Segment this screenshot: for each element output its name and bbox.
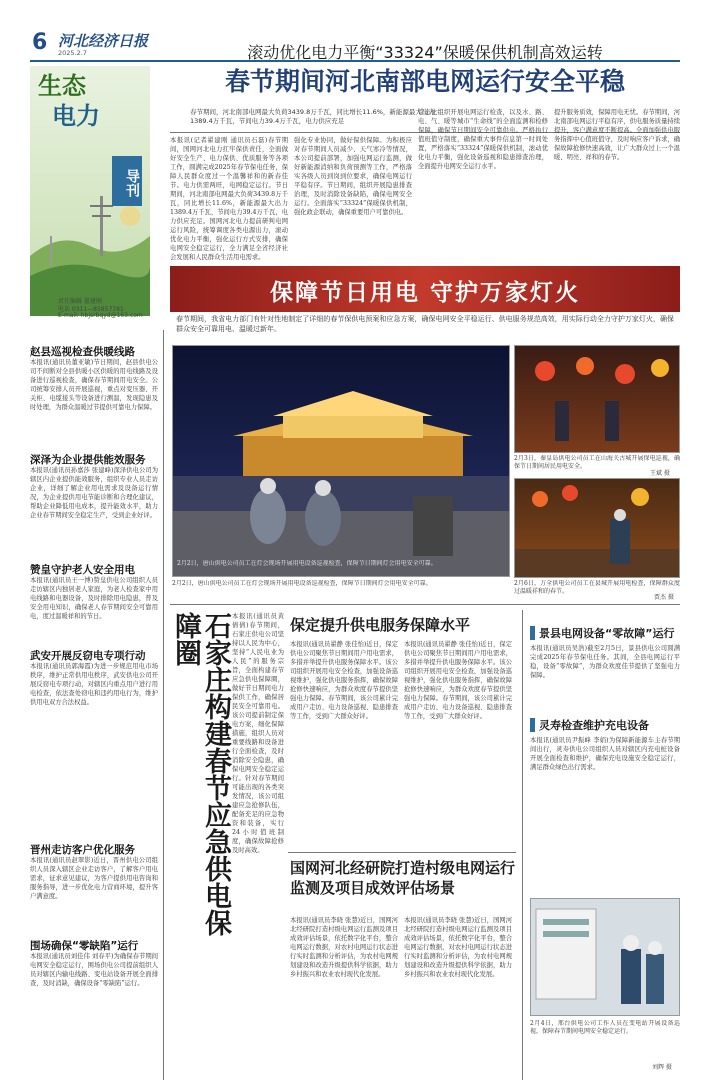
page-number: 6	[32, 30, 48, 55]
editor-line: 责任编辑 翟建刚	[58, 298, 102, 305]
banner-intro: 春节期间，我省电力部门有针对性地制定了详细的春节保供电预案和应急方案，确保电网安全平稳运行、供电服务规范高效，用实际行动全力守护万家灯火，确保群众安全可靠用电、温暖过新年。	[176, 315, 674, 333]
left-brief-6-body: 本报讯(通讯员刘佳伟 刘春平)为确保春节期间电网安全稳定运行，围场供电公司提前组织人员对辖区内输电线路、变电站设备开展全面排查，及时消缺，确保设备“零缺陷”运行。	[30, 953, 158, 987]
phone-line: 电话 0311—85857781	[58, 306, 124, 313]
jingxian-headline: 景县电网设备“零故障”运行	[539, 627, 675, 640]
left-brief-5-body: 本报讯(通讯员赵翠影)近日，晋州供电公司组织人员深入辖区企业走访客户，了解客户用电需求，征求意见建议，为客户提供用电咨询和服务指导，进一步优化电力营商环境，提升客户满意度。	[30, 857, 158, 900]
lead-body-col3: 常态化组织开展电网运行检查，以及水、路、电、气、暖等城市“生命线”的全面监测和检修保障，确保节日期间安全可靠供电。严格执行值班值守制度，确保重大事件信息第一时间处置，严格落实“33324”保暖保供机制，滚动优化电力平衡，强化设备巡视和隐患排查治理，全面提升电网安全运行水平。	[418, 109, 548, 170]
street-lantern-photo	[514, 478, 680, 578]
lead-body-col4: 提升服务质效，保障用电无忧。春节期间，河北南部电网运行平稳有序，供电服务质量持续提升，客户满意度不断提高。全面加强供电服务指挥中心值班值守，及时响应客户诉求，确保故障抢修快速高效，让广大群众过上一个温暖、明亮、祥和的春节。	[554, 109, 680, 161]
left-brief-5-head: 晋州走访客户优化服务	[30, 844, 135, 856]
jingyan-body-col2: 本报讯(通讯员李晓 张慧)近日，国网河北经研院打造村级电网运行监测及项目成效评估场景，依托数字化平台，整合电网运行数据，对农村电网运行状态进行实时监测和分析评估，为农村电网规划建设和改造升级提供科学依据，助力乡村振兴和农业农村现代化发展。	[404, 917, 512, 978]
night-temple-caption: 2月2日，唐山供电公司员工在灯会现场开展用电设备巡视检查，保障节日期间灯会用电安全可靠。	[177, 560, 437, 567]
photo-divider	[170, 604, 680, 605]
jingxian-marker	[530, 626, 535, 640]
street-lantern-illustration	[515, 479, 680, 578]
lingshou-headline: 灵寿检查维护充电设备	[539, 719, 649, 732]
baoding-headline: 保定提升供电服务保障水平	[290, 616, 471, 634]
lead-headline: 春节期间河北南部电网运行安全平稳	[224, 67, 625, 96]
left-brief-6-head: 围场确保“零缺陷”运行	[30, 940, 139, 952]
lingshou-body: 本报讯(通讯员尹振峰 李娟)为保障新能源车主春节期间出行，灵寿供电公司组织人员对辖区内充电桩设备开展全面检查和维护，确保充电设施安全稳定运行，满足群众绿色出行需求。	[530, 737, 680, 771]
night-temple-caption-2: 2月2日，唐山供电公司员工在灯会现场开展用电设备巡视检查，保障节日期间灯会用电安全可靠。	[172, 580, 432, 587]
lingshou-marker	[530, 718, 535, 732]
center-divider	[288, 852, 516, 853]
street-lantern-caption: 2月6日，万全供电公司员工在县城开展用电检查，保障群众度过温暖祥和的春节。	[514, 580, 680, 595]
lantern-market-credit: 王斌 摄	[650, 470, 670, 477]
left-column-rule	[163, 330, 164, 1080]
substation-caption: 2月4日，邢台供电公司工作人员在变电站开展设备巡视，保障春节期间电网安全稳定运行。	[530, 1020, 680, 1035]
left-brief-2-head: 深泽为企业提供能效服务	[30, 454, 146, 466]
vertical-headline: 石家庄构建春节应急供电保障圈	[170, 612, 231, 936]
jingyan-body-col1: 本报讯(通讯员李晓 张慧)近日，国网河北经研院打造村级电网运行监测及项目成效评估场景，依托数字化平台，整合电网运行数据，对农村电网运行状态进行实时监测和分析评估，为农村电网规划建设和改造升级提供科学依据，助力乡村振兴和农业农村现代化发展。	[290, 917, 398, 978]
lead-body-col2: 强化专业协同，做好保供保障。为积极应对春节期间人员减少、天气寒冷等情况，本公司提前部署，加强电网运行监测，做好新能源消纳和负荷预测等工作，严格落实各级人员到岗到位要求，确保电网运行平稳有序。节日期间，组织开展隐患排查治理，及时消除设备缺陷，确保电网安全运行。全面落实“33324”保暖保供机制，强化政企联动，确保重要用户可靠供电。	[294, 137, 412, 216]
banner-title: 保障节日用电 守护万家灯火	[269, 280, 580, 306]
night-temple-photo	[172, 345, 510, 577]
lead-kicker: 滚动优化电力平衡“33324”保暖保供机制高效运转	[247, 43, 603, 62]
vertical-story-body: 本报讯(通讯员黄倩倩)春节期间，石家庄供电公司坚持以人民为中心，坚持“人民电业为人民”的服务宗旨，全面构建春节应急供电保障圈，做好节日期间电力保供工作，确保居民安全可靠用电。该公司提前制定保电方案，细化保障措施，组织人员对重要线路和设备进行全面检查，及时消除安全隐患，确保电网安全稳定运行。针对春节期间可能出现的各类突发情况，该公司组建应急抢修队伍，配备充足的应急物资和装备，实行24小时值班制度，确保故障抢修及时高效。	[232, 613, 284, 854]
lantern-market-photo	[514, 345, 680, 453]
night-temple-illustration	[173, 346, 510, 577]
banner	[170, 266, 680, 312]
left-brief-2-body: 本报讯(通讯员孙嘉莎 张建峰)深泽供电公司为辖区内企业提供能效服务，组织专业人员走访企业，详细了解企业用电需求及设备运行情况，为企业提供用电节能诊断和合理化建议，帮助企业降低用电成本，提升能效水平，助力企业春节期间安全稳定生产，受到企业好评。	[30, 467, 158, 519]
left-brief-1-head: 赵县巡视检查供暖线路	[30, 346, 135, 358]
section-tag: 导刊	[112, 156, 142, 206]
jingyan-headline: 国网河北经研院打造村级电网运行监测及项目成效评估场景	[290, 859, 516, 897]
lead-body-col1: 本报讯(记者翟建刚 通讯员石磊)春节期间，国网河北电力扛牢保供责任，全面做好安全生产、电力保供、优质服务等各项工作，圆满完成2025年春节保电任务，保障人民群众度过一个温馨祥和的新春佳节。电力供需两旺，电网稳定运行。节日期间，河北南部电网最大负荷3439.8万千瓦，同比增长11.6%，新能源最大出力1389.4万千瓦，节间电力39.4万千瓦，电力供应充足。国网河北电力提前研判电网运行风险，统筹调度各类电源出力，滚动优化电力平衡，强化运行方式安排，确保电网安全稳定运行，全力满足全省经济社会发展和人民群众生活用电需求。	[170, 137, 288, 261]
section-title-eco: 生态	[38, 72, 86, 100]
lantern-market-illustration	[515, 346, 680, 453]
left-brief-1-body: 本报讯(通讯员董亚敏)节日期间，赵县供电公司不间断对全县供暖小区供暖的用电线路及设备进行巡视检查，确保春节期间用电安全。公司统筹安排人员开展巡视，重点对变压器、开关柜、电缆接头等设备进行测温，发现隐患及时处理，为群众温暖过节提供可靠电力保障。	[30, 359, 158, 411]
street-lantern-credit: 贾杰 摄	[654, 594, 674, 601]
paper-name: 河北经济日报	[58, 32, 149, 50]
email-line: E-mail: hbjsrbqyd@163.com	[58, 312, 143, 319]
lantern-market-caption: 2月3日，秦皇岛供电公司员工在山海关古城开展保电巡视，确保节日期间居民用电安全。	[514, 455, 680, 470]
right-column-rule	[522, 610, 523, 1080]
left-brief-4-body: 本报讯(通讯员郭海霞)为进一步规范用电市场秩序，维护正常供用电秩序，武安供电公司开展反窃电专项行动，对辖区内重点用户进行用电检查，依法查处窃电和违约用电行为，维护供用电双方合法权益。	[30, 663, 158, 706]
jingxian-body: 本报讯(通讯员吴浩)截至2月5日，景县供电公司圆满完成2025年春节保电任务。其间，全县电网运行平稳，设备“零故障”，为群众欢度佳节提供了坚强电力保障。	[530, 645, 680, 679]
substation-photo	[530, 898, 680, 1016]
baoding-body-col1: 本报讯(通讯员翟静 张佳怡)近日，保定供电公司聚焦节日期间用户用电需求，多措并举提升供电服务保障水平。该公司组织开展用电安全检查，加强设备巡视维护，强化供电服务指挥，确保故障抢修快速响应，为群众欢度春节提供坚强电力保障。春节期间，该公司累计完成用户走访、电力设备巡视、隐患排查等工作，受到广大群众好评。	[290, 641, 398, 720]
baoding-body-col2: 本报讯(通讯员翟静 张佳怡)近日，保定供电公司聚焦节日期间用户用电需求，多措并举提升供电服务保障水平。该公司组织开展用电安全检查，加强设备巡视维护，强化供电服务指挥，确保故障抢修快速响应，为群众欢度春节提供坚强电力保障。春节期间，该公司累计完成用户走访、电力设备巡视、隐患排查等工作，受到广大群众好评。	[404, 641, 512, 720]
left-brief-3-body: 本报讯(通讯员王一博)赞皇供电公司组织人员走访辖区内独居老人家庭，为老人检查家中用电线路和电器设备，及时排除用电隐患，普及安全用电知识，确保老人春节期间安全可靠用电，度过温暖祥和的节日。	[30, 577, 158, 620]
section-title-power: 电力	[52, 102, 100, 130]
lead-summary: 春节期间，河北南部电网最大负荷3439.8万千瓦，同比增长11.6%，新能源最大出力1389.4万千瓦，节间电力39.4万千瓦，电力供应充足	[190, 108, 435, 125]
substation-illustration	[531, 899, 680, 1016]
substation-credit: 刘辉 摄	[652, 1064, 672, 1071]
left-brief-4-head: 武安开展反窃电专项行动	[30, 650, 146, 662]
issue-date: 2025.2.7	[58, 49, 87, 57]
left-brief-3-head: 赞皇守护老人安全用电	[30, 564, 135, 576]
